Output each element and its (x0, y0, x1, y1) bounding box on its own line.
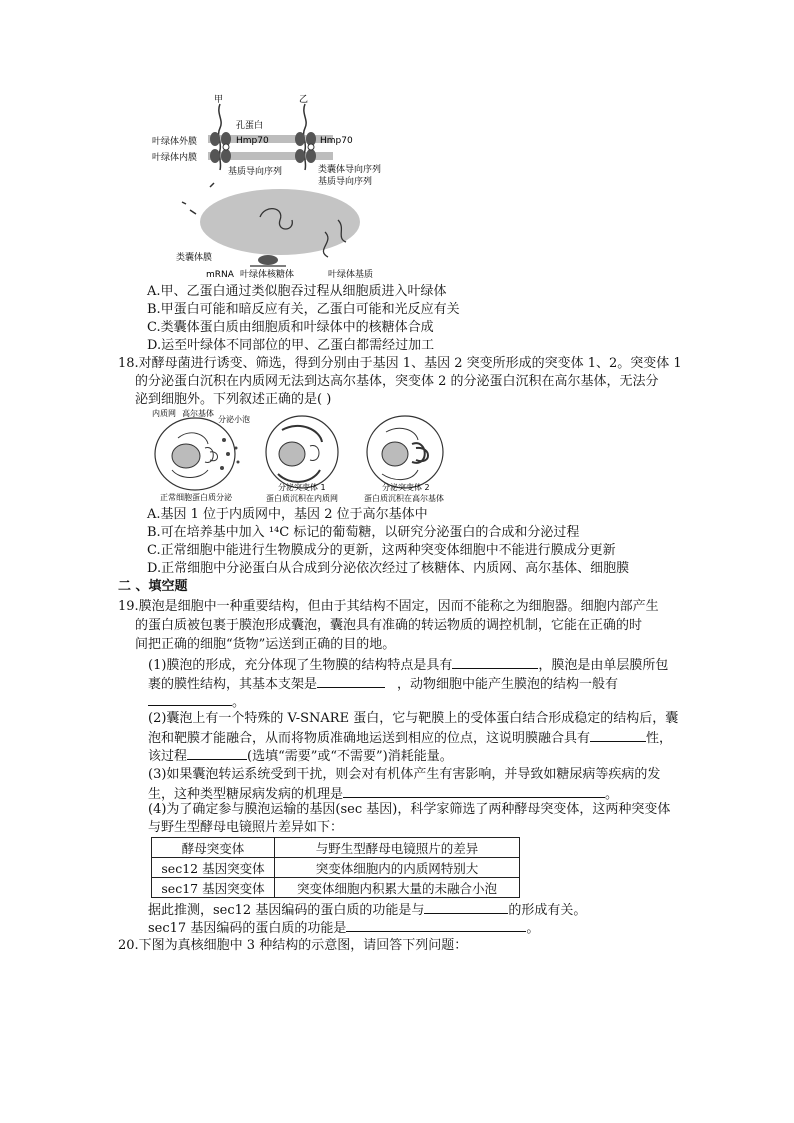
label-mrna: mRNA (206, 270, 234, 280)
q18-option-a: A.基因 1 位于内质网中，基因 2 位于高尔基体中 (147, 507, 428, 522)
answer-blank-5[interactable] (187, 746, 247, 760)
label-matrix-seq-1: 基质导向序列 (228, 167, 283, 177)
fig-caption-normal: 正常细胞蛋白质分泌 (160, 493, 232, 502)
q19-part1-text-c: 裹的膜性结构，其基本支架是 (148, 677, 318, 692)
q19-part6-text-a: sec17 基因编码的蛋白质的功能是 (148, 921, 347, 936)
secretion-figure (150, 408, 460, 504)
fig-caption-mutant2-a: 分泌突变体 2 (382, 483, 430, 492)
q19-part1-line2 (148, 674, 618, 693)
q19-part4-line2: 与野生型酵母电镜照片差异如下： (148, 820, 344, 835)
q19-intro-3: 间把正确的细胞“货物”运送到正确的目的地。 (135, 637, 396, 652)
q19-intro-2: 的蛋白质被包裹于膜泡形成囊泡，囊泡具有准确的转运物质的调控机制，它能在正确的时 (135, 618, 643, 633)
fig-caption-mutant1-b: 蛋白质沉积在内质网 (266, 494, 338, 503)
q19-part1-line1 (148, 655, 668, 674)
label-matrix-seq-2: 基质导向序列 (318, 177, 373, 187)
q19-part2-line2 (148, 728, 672, 747)
table-row (152, 878, 520, 898)
q19-part5-text-a: 据此推测，sec12 基因编码的蛋白质的功能是与 (148, 903, 425, 918)
q19-part5-line1 (148, 900, 586, 919)
q19-part2-text-d: 该过程 (148, 749, 188, 764)
fig-caption-mutant1-a: 分泌突变体 1 (278, 483, 326, 492)
table-row (152, 858, 520, 878)
fig-label-golgi: 高尔基体 (182, 409, 214, 418)
answer-blank-4[interactable] (590, 728, 646, 742)
q20-stem: 20.下图为真核细胞中 3 种结构的示意图，请回答下列问题： (118, 938, 468, 953)
q18-option-c: C.正常细胞中能进行生物膜成分的更新，这两种突变体细胞中不能进行膜成分更新 (147, 543, 616, 558)
label-thylakoid-membrane: 类囊体膜 (176, 253, 213, 263)
q18-stem-1: 18.对酵母菌进行诱变、筛选，得到分别由于基因 1、基因 2 突变所形成的突变体 1、2。突变体 1 (118, 356, 682, 371)
fig-label-er: 内质网 (152, 409, 176, 418)
q19-part1-line3 (148, 692, 245, 711)
answer-blank-3[interactable] (148, 692, 232, 706)
q19-part2-text-c: 性， (646, 731, 673, 746)
q19-part2-line1: (2)囊泡上有一个特殊的 V-SNARE 蛋白，它与靶膜上的受体蛋白结合形成稳定的结构后，囊 (148, 711, 679, 726)
q18-stem-2: 的分泌蛋白沉积在内质网无法到达高尔基体，突变体 2 的分泌蛋白沉积在高尔基体，无法分 (135, 374, 659, 389)
label-hmp70-a: Hmp70 (236, 136, 269, 146)
q19-intro-1: 19.膜泡是细胞中一种重要结构，但由于其结构不固定，因而不能称之为细胞器。细胞内部产生 (118, 599, 659, 614)
q17-option-b: B.甲蛋白可能和暗反应有关，乙蛋白可能和光反应有关 (147, 302, 460, 317)
table-cell: sec12 基因突变体 (152, 858, 275, 878)
mutant-table (151, 837, 520, 898)
q19-part4-line1: (4)为了确定参与膜泡运输的基因(sec 基因)，科学家筛选了两种酵母突变体，这两种突变体 (148, 802, 671, 817)
q19-part3-line1: (3)如果囊泡转运系统受到干扰，则会对有机体产生有害影响，并导致如糖尿病等疾病的发 (148, 767, 661, 782)
label-inner-membrane: 叶绿体内膜 (152, 153, 198, 163)
q18-option-d: D.正常细胞中分泌蛋白从合成到分泌依次经过了核糖体、内质网、高尔基体、细胞膜 (147, 561, 630, 576)
answer-blank-2[interactable] (317, 674, 385, 688)
answer-blank-1[interactable] (452, 655, 538, 669)
q19-part1-text-b: ，膜泡是由单层膜所包 (538, 658, 669, 673)
label-stroma: 叶绿体基质 (328, 270, 374, 280)
label-thylakoid-seq: 类囊体导向序列 (318, 165, 382, 175)
q17-option-a: A.甲、乙蛋白通过类似胞吞过程从细胞质进入叶绿体 (147, 284, 447, 299)
q19-part3-text-c: 。 (605, 787, 619, 802)
q17-option-d: D.运至叶绿体不同部位的甲、乙蛋白都需经过加工 (147, 338, 435, 353)
label-outer-membrane: 叶绿体外膜 (152, 137, 198, 147)
chloroplast-import-figure (150, 92, 400, 282)
table-header-cell: 与野生型酵母电镜照片的差异 (275, 838, 520, 858)
q19-part2-line3 (148, 746, 453, 765)
answer-blank-6[interactable] (343, 784, 605, 798)
section-heading: 二 、填空题 (118, 579, 188, 594)
q19-part6-line1 (148, 918, 539, 937)
table-header-cell: 酵母突变体 (152, 838, 275, 858)
q19-part2-text-b: 泡和靶膜才能融合，从而将物质准确地运送到相应的位点，这说明膜融合具有 (148, 731, 591, 746)
answer-blank-8[interactable] (346, 918, 526, 932)
q19-part6-text-b: 。 (526, 921, 540, 936)
table-cell: 突变体细胞内的内质网特别大 (275, 858, 520, 878)
q19-part2-text-e: (选填“需要”或“不需要”)消耗能量。 (247, 749, 453, 764)
label-ribosome: 叶绿体核糖体 (240, 270, 295, 280)
table-cell: 突变体细胞内积累大量的未融合小泡 (275, 878, 520, 898)
label-yi: 乙 (299, 95, 309, 105)
fig-label-vesicle: 分泌小泡 (218, 415, 250, 424)
fig-caption-mutant2-b: 蛋白质沉积在高尔基体 (364, 494, 444, 503)
q19-part1-text-a: (1)膜泡的形成，充分体现了生物膜的结构特点是具有 (148, 658, 453, 673)
label-hmp70-b: Hmp70 (320, 136, 353, 146)
q19-part1-text-d: ，动物细胞中能产生膜泡的结构一般有 (397, 677, 619, 692)
q18-option-b: B.可在培养基中加入 ¹⁴C 标记的葡萄糖，以研究分泌蛋白的合成和分泌过程 (147, 525, 580, 540)
q19-part1-text-e: 。 (232, 695, 246, 710)
label-jia: 甲 (214, 95, 224, 105)
label-porin: 孔蛋白 (236, 121, 264, 131)
q19-part3-text-b: 生，这种类型糖尿病发病的机理是 (148, 787, 344, 802)
table-header-row (152, 838, 520, 858)
q19-part5-text-b: 的形成有关。 (508, 903, 587, 918)
q17-option-c: C.类囊体蛋白质由细胞质和叶绿体中的核糖体合成 (147, 320, 434, 335)
table-cell: sec17 基因突变体 (152, 878, 275, 898)
q18-stem-3: 泌到细胞外。下列叙述正确的是( ) (135, 392, 332, 407)
answer-blank-7[interactable] (424, 900, 508, 914)
